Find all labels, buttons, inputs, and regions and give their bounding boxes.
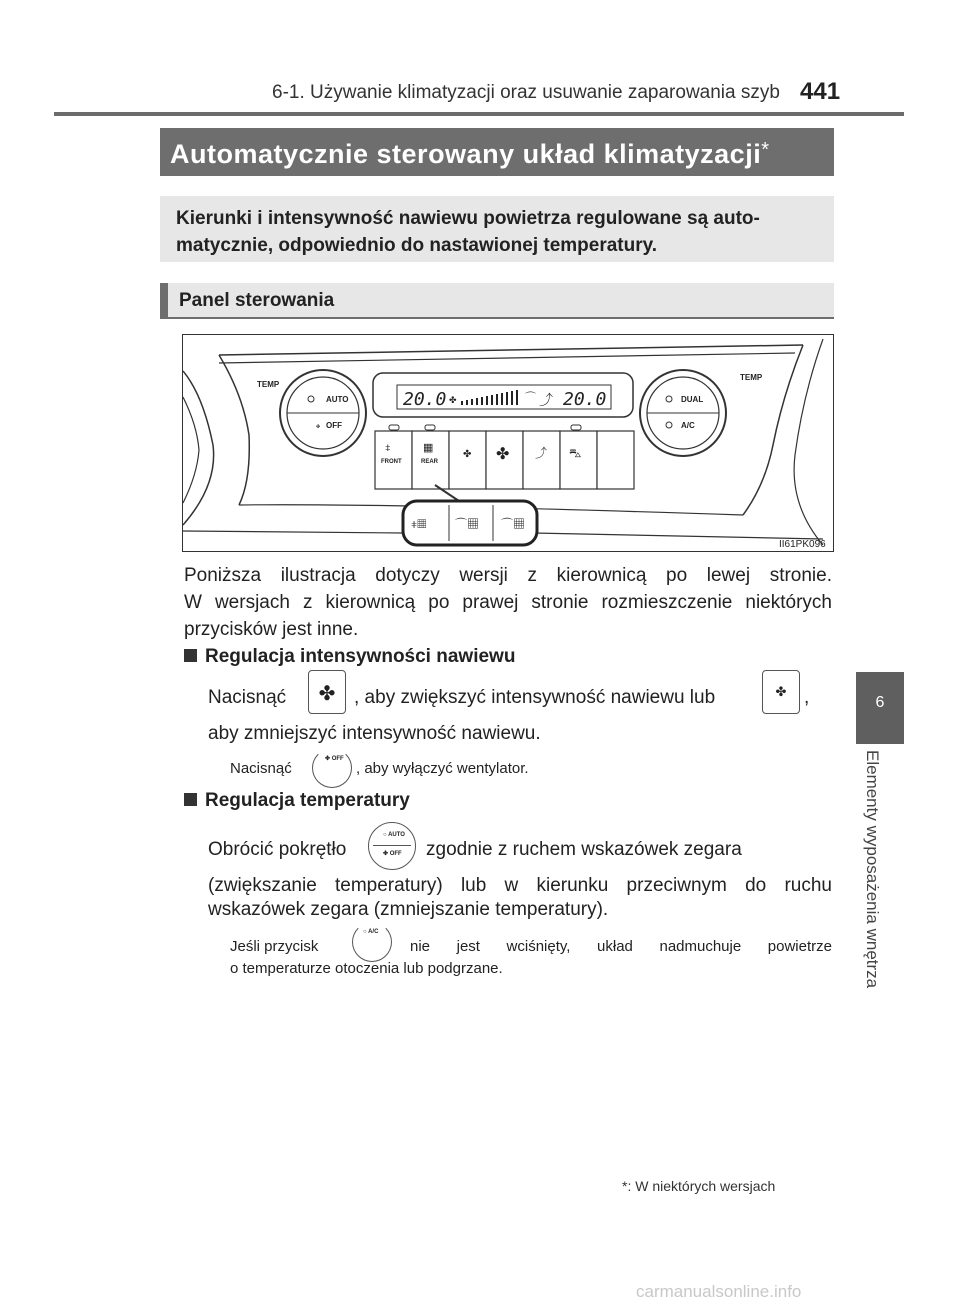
fan-section-title-text: Regulacja intensywności nawiewu (205, 646, 516, 667)
page-number: 441 (800, 78, 841, 105)
main-heading (160, 128, 834, 176)
footnote-asterisk: * (622, 1178, 628, 1194)
fan-section-title (184, 646, 515, 668)
temp-note-line-2: o temperaturze otoczenia lub podgrzane. (230, 960, 503, 977)
svg-text:⌒: ⌒ (525, 392, 536, 404)
fan-off-icon: ✤ OFF (312, 748, 352, 788)
right-temp-label: TEMP (740, 373, 763, 382)
header-title: 6-1. Używanie klimatyzacji oraz usuwanie zaparowania szyb (272, 82, 780, 103)
svg-text:✤: ✤ (449, 395, 457, 405)
svg-text:✤: ✤ (316, 424, 321, 430)
temp-section-title (184, 790, 410, 812)
fan-text-2: , aby zwiększyć intensywność nawiewu lub (354, 687, 716, 708)
fan-text-line-2: aby zmniejszyć intensywność nawiewu. (208, 723, 541, 744)
intro-line-2: matycznie, odpowiednio do nastawionej temperatury. (176, 235, 658, 256)
knob-off-label: OFF (389, 851, 402, 857)
fan-increase-icon: ✤ (308, 670, 346, 714)
temp-text-1: Obrócić pokrętło (208, 839, 347, 860)
description-line-2: W wersjach z kierownicą po prawej stronie rozmieszczenie niektórych (184, 592, 832, 613)
temp-text-line-3: wskazówek zegara (zmniejszanie temperatury). (208, 899, 609, 920)
chapter-title: Elementy wyposażenia wnętrza (863, 750, 882, 989)
ac-button-icon: ○ A/C (352, 922, 392, 962)
chapter-tab (856, 672, 904, 744)
rear-label: REAR (421, 459, 439, 465)
section-heading: Panel sterowania (160, 283, 834, 319)
control-panel-illustration (183, 335, 834, 552)
ac-label: A/C (681, 421, 695, 430)
svg-text:✤: ✤ (496, 446, 510, 463)
svg-text:⧧: ⧧ (385, 442, 391, 454)
temp-section-title-text: Regulacja temperatury (205, 790, 410, 811)
fan-off-icon-label: OFF (331, 756, 344, 762)
watermark: carmanualsonline.info (636, 1282, 802, 1301)
bullet-square-icon (184, 649, 197, 662)
fan-note-1: Nacisnąć (230, 760, 292, 777)
chapter-number: 6 (875, 694, 885, 711)
svg-text:▦: ▦ (423, 442, 434, 454)
temp-note-2: nie jest wciśnięty, układ nadmuchuje powietrze (410, 938, 832, 955)
left-temp-label: TEMP (257, 380, 280, 389)
figure-id: II61PK096 (779, 539, 826, 550)
fan-decrease-icon: ✤ (762, 670, 800, 714)
svg-text:✤: ✤ (463, 449, 472, 460)
intro-box (160, 196, 834, 262)
description-line-1: Poniższa ilustracja dotyczy wersji z kierownicą po lewej stronie. (184, 565, 832, 586)
ac-icon-label: A/C (368, 929, 379, 935)
footnote-text: : W niektórych wersjach (627, 1178, 776, 1194)
main-heading-text: Automatycznie sterowany układ klimatyzacji (170, 139, 762, 169)
temp-text-line-2: (zwiększanie temperatury) lub w kierunku przeciwnym do ruchu (208, 875, 832, 896)
fan-note-2: , aby wyłączyć wentylator. (356, 760, 529, 777)
svg-text:⤴: ⤴ (539, 392, 553, 408)
bullet-square-icon (184, 793, 197, 806)
main-heading-asterisk: * (761, 139, 770, 161)
dual-label: DUAL (681, 395, 704, 404)
svg-text:⛍: ⛍ (569, 446, 582, 460)
svg-text:⌒▦: ⌒▦ (501, 517, 526, 531)
header-divider (54, 112, 904, 116)
display-right-temp: 20.0 (563, 389, 607, 410)
off-label: OFF (326, 421, 342, 430)
footnote (622, 1178, 775, 1194)
display-left-temp: 20.0 (403, 389, 447, 410)
front-label: FRONT (381, 459, 402, 465)
svg-text:⌒▦: ⌒▦ (455, 517, 480, 531)
temp-knob-icon: ○ AUTO ✤ OFF (368, 822, 416, 870)
description-line-3: przycisków jest inne. (184, 619, 359, 640)
svg-text:⤴: ⤴ (535, 446, 548, 460)
temp-note-1: Jeśli przycisk (230, 938, 319, 955)
svg-text:⧧▦: ⧧▦ (411, 517, 427, 531)
knob-auto-label: AUTO (388, 832, 405, 838)
intro-line-1: Kierunki i intensywność nawiewu powietrza regulowane są auto- (176, 208, 760, 229)
fan-text-1: Nacisnąć (208, 687, 287, 708)
temp-text-2: zgodnie z ruchem wskazówek zegara (426, 839, 742, 860)
control-panel-figure (182, 334, 834, 552)
fan-text-3: , (804, 687, 810, 708)
auto-label: AUTO (326, 395, 349, 404)
